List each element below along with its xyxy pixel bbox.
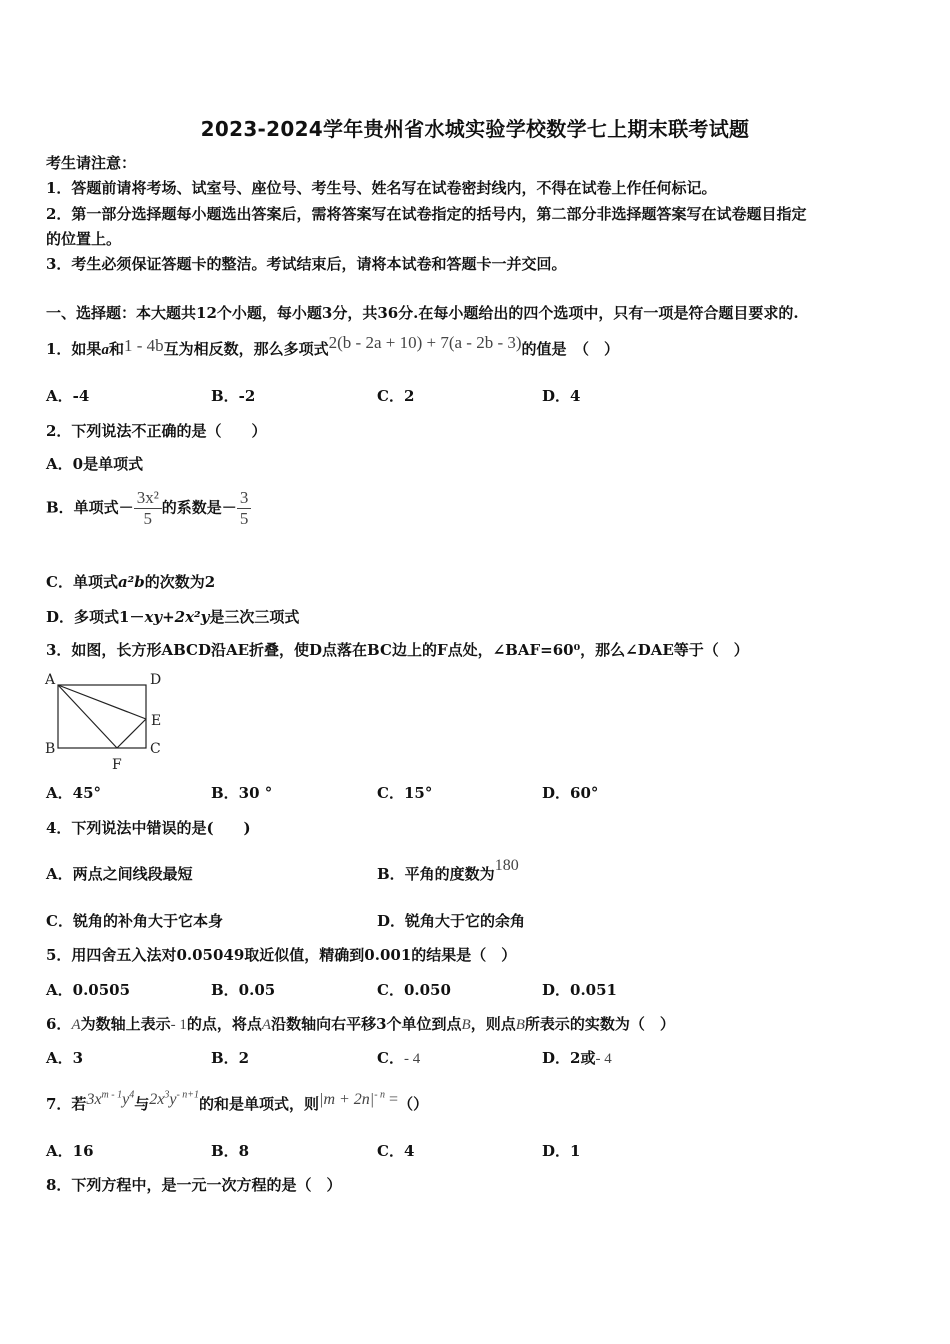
q2-c-pre: C．单项式 bbox=[46, 573, 118, 591]
q5-option-b: B．0.05 bbox=[211, 981, 276, 999]
q7-option-b: B．8 bbox=[211, 1142, 250, 1160]
q6-c-value: - 4 bbox=[403, 1051, 421, 1067]
q2-c-expr: a²b bbox=[117, 573, 145, 591]
question-7 bbox=[46, 1089, 429, 1114]
label-d: D bbox=[150, 672, 162, 688]
question-3: 3．如图，长方形ABCD沿AE折叠，使D点落在BC边上的F点处，∠BAF=60⁰，那么∠DAE等于（ ） bbox=[46, 641, 749, 659]
q7-e3: |m + 2n| bbox=[319, 1091, 375, 1108]
q1-option-c: C．2 bbox=[377, 387, 415, 405]
q7-post: （） bbox=[398, 1095, 429, 1113]
q6-point-a: A bbox=[71, 1017, 81, 1033]
q7-mid2: 的和是单项式，则 bbox=[199, 1095, 320, 1113]
q2-d-pre: D．多项式1－ bbox=[46, 608, 145, 626]
q1-expr1: 1 - 4b bbox=[123, 336, 164, 355]
q1-expr2: 2(b - 2a + 10) + 7(a - 2b - 3) bbox=[328, 333, 522, 352]
rectangle-abcd bbox=[58, 685, 146, 748]
q6-t4: ，则点 bbox=[470, 1015, 516, 1033]
label-a: A bbox=[45, 672, 56, 688]
q6-d-label: D．2或 bbox=[542, 1049, 596, 1067]
line-ae bbox=[58, 685, 146, 719]
q5-option-a: A．0.0505 bbox=[46, 981, 131, 999]
q7-e2-sup: 3 bbox=[164, 1089, 170, 1101]
notice-item-1: 1．答题前请将考场、试室号、座位号、考生号、姓名写在试卷密封线内，不得在试卷上作任何标记。 bbox=[46, 179, 717, 197]
q4-option-b bbox=[377, 857, 519, 884]
question-5: 5．用四舍五入法对0.05049取近似值，精确到0.001的结果是（ ） bbox=[46, 946, 517, 964]
q2-option-c bbox=[46, 571, 215, 592]
question-4: 4．下列说法中错误的是( ) bbox=[46, 819, 251, 837]
q7-e1b-sup: 4 bbox=[129, 1089, 135, 1101]
q2-b-den: 5 bbox=[143, 509, 152, 528]
q3-option-c: C．15° bbox=[377, 784, 433, 802]
q2-b-den2: 5 bbox=[239, 509, 249, 528]
q2-d-post: 是三次三项式 bbox=[209, 608, 300, 626]
q2-b-num: 3x² bbox=[134, 488, 162, 509]
question-1 bbox=[46, 333, 620, 359]
q2-b-fraction-2 bbox=[237, 488, 252, 529]
page-title: 2023-2024学年贵州省水城实验学校数学七上期末联考试题 bbox=[200, 117, 750, 141]
label-b: B bbox=[45, 741, 56, 757]
q2-b-num2: 3 bbox=[237, 488, 252, 509]
q2-option-d bbox=[46, 606, 299, 627]
label-c: C bbox=[150, 741, 161, 757]
notice-item-2: 2．第一部分选择题每小题选出答案后，需将答案写在试卷指定的括号内，第二部分非选择题答案写在试卷题目指定 bbox=[46, 205, 807, 223]
q3-option-d: D．60° bbox=[542, 784, 599, 802]
question-6 bbox=[46, 1013, 675, 1034]
section-heading: 一、选择题：本大题共12个小题，每小题3分，共36分.在每小题给出的四个选项中，只有一项是符合题目要求的. bbox=[46, 304, 799, 322]
q2-b-pre: B．单项式－ bbox=[46, 498, 134, 517]
q7-option-d: D．1 bbox=[542, 1142, 581, 1160]
q2-b-mid: 的系数是－ bbox=[161, 498, 237, 517]
q7-option-c: C．4 bbox=[377, 1142, 415, 1160]
q7-e3-post: = bbox=[389, 1091, 399, 1108]
q3-option-b: B．30 ° bbox=[211, 784, 273, 802]
q7-pre: 7．若 bbox=[46, 1095, 87, 1113]
q2-c-post: 的次数为2 bbox=[144, 573, 216, 591]
label-e: E bbox=[151, 713, 162, 729]
q6-c-label: C． bbox=[377, 1049, 404, 1067]
q2-d-expr: xy+2x²y bbox=[144, 608, 210, 626]
q6-point-a-2: A bbox=[261, 1017, 272, 1033]
q1-var-a: a bbox=[101, 342, 109, 358]
q7-e1b: y bbox=[122, 1091, 130, 1108]
q4-option-d: D．锐角大于它的余角 bbox=[377, 912, 526, 930]
q4-option-a: A．两点之间线段最短 bbox=[46, 865, 193, 883]
notice-heading: 考生请注意： bbox=[46, 154, 137, 172]
rectangle-fold-figure bbox=[44, 668, 164, 776]
q7-e3-sup: - n bbox=[374, 1089, 386, 1101]
q6-point-b-2: B bbox=[515, 1017, 525, 1033]
q2-option-b bbox=[46, 488, 251, 529]
q4-option-c: C．锐角的补角大于它本身 bbox=[46, 912, 223, 930]
q6-option-d bbox=[542, 1047, 612, 1068]
q2-option-a: A．0是单项式 bbox=[46, 455, 144, 473]
q6-t3: 沿数轴向右平移3个单位到点 bbox=[271, 1015, 462, 1033]
q4-b-value: 180 bbox=[494, 857, 519, 874]
q7-e2b: y bbox=[169, 1091, 177, 1108]
q7-e1: 3x bbox=[86, 1091, 102, 1108]
q1-post: 的值是 （ ） bbox=[521, 340, 620, 358]
q3-option-a: A．45° bbox=[46, 784, 102, 802]
q1-mid: 和 bbox=[108, 340, 124, 358]
q6-pre: 6． bbox=[46, 1015, 72, 1033]
q1-option-a: A．-4 bbox=[46, 387, 90, 405]
q6-point-b: B bbox=[461, 1017, 471, 1033]
q6-d-value: - 4 bbox=[595, 1051, 612, 1067]
q6-t2: 的点，将点 bbox=[186, 1015, 262, 1033]
q1-option-d: D．4 bbox=[542, 387, 581, 405]
notice-item-3: 3．考生必须保证答题卡的整洁。考试结束后，请将本试卷和答题卡一并交回。 bbox=[46, 255, 567, 273]
q2-b-fraction bbox=[134, 488, 162, 529]
q6-option-a: A．3 bbox=[46, 1049, 84, 1067]
q1-pre: 1．如果 bbox=[46, 340, 102, 358]
q5-option-c: C．0.050 bbox=[377, 981, 451, 999]
q7-mid: 与 bbox=[134, 1095, 150, 1113]
q7-e2: 2x bbox=[149, 1091, 165, 1108]
q7-e1-sup: m - 1 bbox=[101, 1089, 123, 1101]
label-f: F bbox=[112, 757, 122, 773]
notice-item-2-cont: 的位置上。 bbox=[46, 230, 122, 248]
q5-option-d: D．0.051 bbox=[542, 981, 617, 999]
q1-option-b: B．-2 bbox=[211, 387, 256, 405]
question-2: 2．下列说法不正确的是（ ） bbox=[46, 422, 267, 440]
q6-option-c bbox=[377, 1047, 420, 1068]
line-af bbox=[58, 685, 117, 748]
q6-v1: - 1 bbox=[170, 1017, 187, 1033]
question-8: 8．下列方程中，是一元一次方程的是（ ） bbox=[46, 1176, 342, 1194]
q6-t1: 为数轴上表示 bbox=[80, 1015, 171, 1033]
q7-option-a: A．16 bbox=[46, 1142, 94, 1160]
q4-b-text: B．平角的度数为 bbox=[377, 865, 495, 883]
q6-option-b: B．2 bbox=[211, 1049, 250, 1067]
q7-e2b-sup: - n+1 bbox=[176, 1089, 200, 1101]
q1-mid2: 互为相反数，那么多项式 bbox=[163, 340, 329, 358]
q6-t5: 所表示的实数为（ ） bbox=[524, 1015, 675, 1033]
line-fe bbox=[117, 719, 146, 748]
